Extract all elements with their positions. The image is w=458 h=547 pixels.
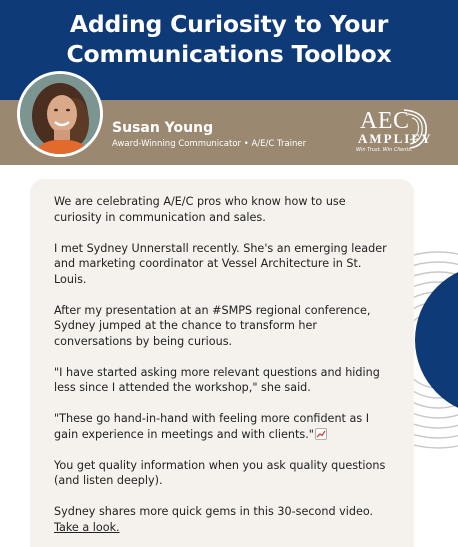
content-body (54, 194, 394, 535)
page-title (0, 9, 458, 69)
paragraph: "These go hand-in-hand with feeling more confident as I gain experience in meetings and with clients." (54, 412, 370, 441)
logo-swoosh-icon (400, 106, 434, 150)
take-a-look-link[interactable]: Take a look. (54, 520, 120, 534)
paragraph: We are celebrating A/E/C pros who know how to use curiosity in communication and sales. (54, 195, 346, 224)
author-avatar (17, 71, 103, 157)
paragraph: You get quality information when you ask quality questions (and listen deeply). (54, 458, 386, 487)
title-line-1: Adding Curiosity to Your (69, 10, 389, 38)
author-role: Award-Winning Communicator • A/E/C Trainer (112, 139, 307, 149)
chart-increasing-icon (315, 428, 327, 440)
author-name: Susan Young (112, 120, 214, 136)
paragraph: After my presentation at an #SMPS regional conference, Sydney jumped at the chance to transform her conversations by being curious. (54, 303, 371, 348)
paragraph: Sydney shares more quick gems in this 30-second video. (54, 505, 374, 518)
logo-tagline: Win Trust. Win Clients. (356, 147, 413, 153)
title-line-2: Communications Toolbox (66, 40, 392, 68)
logo-text-aec: AEC (360, 108, 410, 134)
aec-amplify-logo (352, 108, 436, 160)
paragraph-with-emoji (54, 411, 394, 442)
logo-text-amplify: AMPLIFY (358, 131, 433, 146)
paragraph: I met Sydney Unnerstall recently. She's an emerging leader and marketing coordinator at Vessel Architecture in St. Louis. (54, 241, 387, 286)
paragraph: "I have started asking more relevant questions and hiding less since I attended the workshop," she said. (54, 365, 380, 394)
